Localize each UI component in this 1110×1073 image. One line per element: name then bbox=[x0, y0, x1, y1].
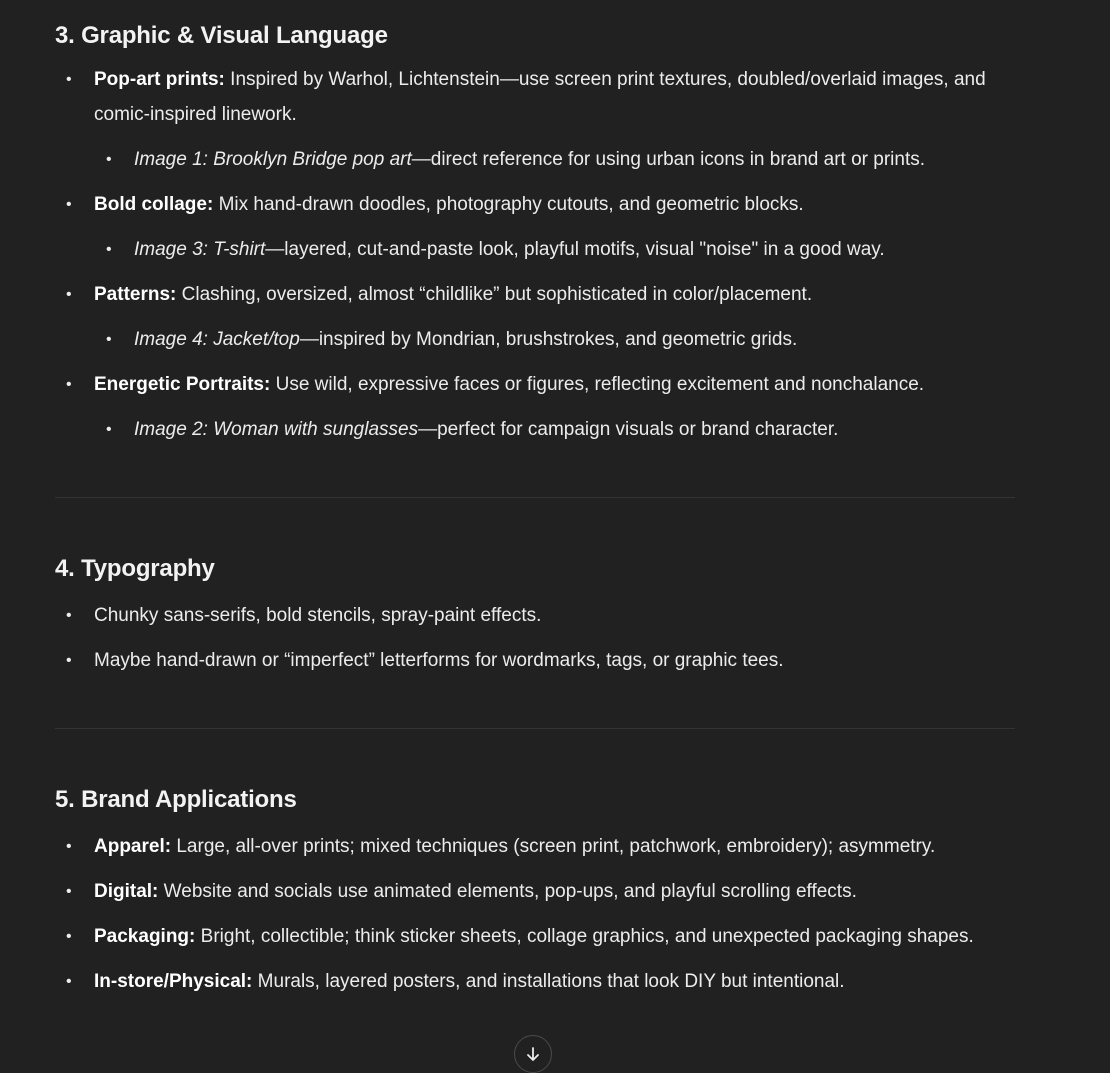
section-4-list bbox=[55, 598, 1015, 678]
list-item-pop-art-prints bbox=[55, 62, 1015, 132]
sub-item-image-3 bbox=[55, 232, 1015, 267]
item-lead: Apparel: bbox=[94, 836, 172, 857]
list-item-energetic-portraits bbox=[55, 367, 1015, 402]
image-reference: Image 2: Woman with sunglasses bbox=[134, 419, 419, 440]
item-text: Maybe hand-drawn or “imperfect” letterforms for wordmarks, tags, or graphic tees. bbox=[94, 650, 784, 671]
section-divider bbox=[55, 728, 1015, 729]
list-item-apparel bbox=[55, 829, 1015, 864]
item-lead: In-store/Physical: bbox=[94, 971, 253, 992]
sub-item-text: —perfect for campaign visuals or brand character. bbox=[418, 419, 839, 440]
item-lead: Pop-art prints: bbox=[94, 69, 225, 90]
list-item-packaging bbox=[55, 919, 1015, 954]
list-item-digital bbox=[55, 874, 1015, 909]
item-text: Use wild, expressive faces or figures, reflecting excitement and nonchalance. bbox=[270, 374, 925, 395]
item-lead: Digital: bbox=[94, 881, 159, 902]
item-text: Mix hand-drawn doodles, photography cutouts, and geometric blocks. bbox=[213, 194, 804, 215]
section-3-list bbox=[55, 62, 1015, 447]
list-item-hand-drawn-letterforms bbox=[55, 643, 1015, 678]
chat-message-content bbox=[55, 0, 1015, 999]
item-text: Large, all-over prints; mixed techniques (screen print, patchwork, embroidery); asymmetry. bbox=[171, 836, 936, 857]
list-item-chunky-sans-serifs bbox=[55, 598, 1015, 633]
item-text: Bright, collectible; think sticker sheets, collage graphics, and unexpected packaging shapes. bbox=[195, 926, 974, 947]
image-reference: Image 3: T-shirt bbox=[134, 239, 266, 260]
item-lead: Energetic Portraits: bbox=[94, 374, 271, 395]
item-lead: Packaging: bbox=[94, 926, 196, 947]
item-lead: Bold collage: bbox=[94, 194, 214, 215]
sub-item-image-4 bbox=[55, 322, 1015, 357]
item-lead: Patterns: bbox=[94, 284, 177, 305]
sub-item-text: —layered, cut-and-paste look, playful motifs, visual "noise" in a good way. bbox=[265, 239, 885, 260]
sub-item-text: —inspired by Mondrian, brushstrokes, and geometric grids. bbox=[299, 329, 798, 350]
image-reference: Image 4: Jacket/top bbox=[134, 329, 300, 350]
list-item-patterns bbox=[55, 277, 1015, 312]
sub-item-image-2 bbox=[55, 412, 1015, 447]
section-heading-typography: 4. Typography bbox=[55, 555, 215, 582]
section-heading-brand-applications: 5. Brand Applications bbox=[55, 786, 297, 813]
sub-item-image-1 bbox=[55, 142, 1015, 177]
item-text: Murals, layered posters, and installations that look DIY but intentional. bbox=[252, 971, 845, 992]
list-item-bold-collage bbox=[55, 187, 1015, 222]
section-heading-graphic-visual-language: 3. Graphic & Visual Language bbox=[55, 22, 388, 49]
scroll-to-bottom-button[interactable] bbox=[514, 1035, 552, 1073]
item-text: Chunky sans-serifs, bold stencils, spray-paint effects. bbox=[94, 605, 542, 626]
sub-item-text: —direct reference for using urban icons in brand art or prints. bbox=[411, 149, 926, 170]
list-item-in-store-physical bbox=[55, 964, 1015, 999]
arrow-down-icon bbox=[524, 1045, 542, 1063]
section-divider bbox=[55, 497, 1015, 498]
item-text: Website and socials use animated elements, pop-ups, and playful scrolling effects. bbox=[158, 881, 857, 902]
image-reference: Image 1: Brooklyn Bridge pop art bbox=[134, 149, 412, 170]
item-text: Inspired by Warhol, Lichtenstein—use screen print textures, doubled/overlaid images, and comic-inspired linework. bbox=[94, 69, 986, 125]
section-5-list bbox=[55, 829, 1015, 999]
item-text: Clashing, oversized, almost “childlike” but sophisticated in color/placement. bbox=[176, 284, 813, 305]
